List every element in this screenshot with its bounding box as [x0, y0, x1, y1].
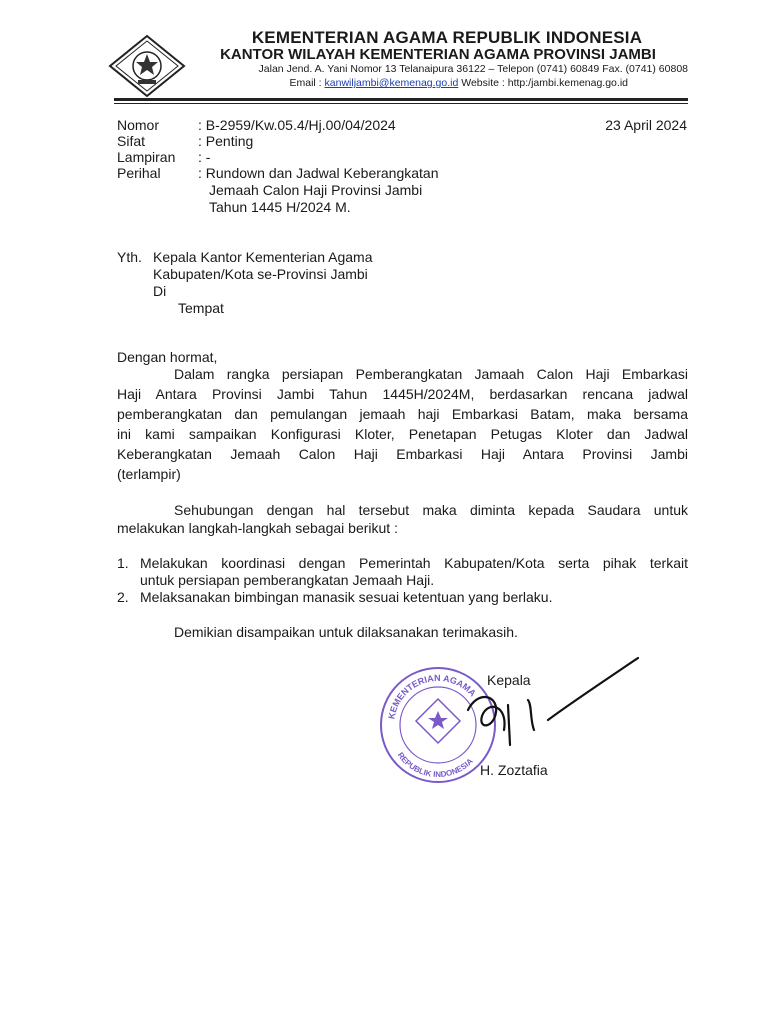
email-label: Email : — [289, 77, 325, 89]
list-number: 1. — [117, 555, 129, 571]
para1-line: Dalam rangka persiapan Pemberangkatan Jamaah Calon Haji Embarkasi — [174, 366, 688, 382]
list-item: Melaksanakan bimbingan manasik sesuai ketentuan yang berlaku. — [140, 589, 553, 605]
sifat-value: : Penting — [198, 133, 254, 149]
list-item: Melakukan koordinasi dengan Pemerintah Kabupaten/Kota serta pihak terkait — [140, 555, 688, 571]
list-number: 2. — [117, 589, 129, 605]
closing: Demikian disampaikan untuk dilaksanakan terimakasih. — [174, 624, 518, 640]
stamp-bottom-text: REPUBLIK INDONESIA — [395, 750, 475, 780]
signatory-title: Kepala — [487, 672, 531, 688]
stamp-top-text: KEMENTERIAN AGAMA — [386, 672, 478, 720]
para2-line: Sehubungan dengan hal tersebut maka diminta kepada Saudara untuk — [174, 502, 688, 518]
letterhead-contact — [178, 77, 628, 89]
handwritten-signature — [438, 650, 648, 760]
letterhead-subtitle: KANTOR WILAYAH KEMENTERIAN AGAMA PROVINSI JAMBI — [220, 46, 656, 63]
letterhead-rule — [114, 98, 688, 101]
para1-line: ini kami sampaikan Konfigurasi Kloter, Penetapan Petugas Kloter dan Jadwal — [117, 426, 688, 442]
list-item-cont: untuk persiapan pemberangkatan Jemaah Haji. — [140, 572, 435, 588]
perihal-label: Perihal — [117, 165, 161, 181]
para1-line: pemberangkatan dan pemulangan jemaah haji Embarkasi Batam, maka bersama — [117, 406, 688, 422]
perihal-line3: Tahun 1445 H/2024 M. — [209, 199, 351, 215]
nomor-value: : B-2959/Kw.05.4/Hj.00/04/2024 — [198, 117, 396, 133]
recipient-line2: Kabupaten/Kota se-Provinsi Jambi — [153, 266, 368, 282]
recipient-line4: Tempat — [178, 300, 224, 316]
lampiran-value: : - — [198, 149, 211, 165]
letterhead-title: KEMENTERIAN AGAMA REPUBLIK INDONESIA — [251, 28, 643, 47]
kemenag-logo — [108, 34, 186, 98]
letterhead-rule-thin — [114, 103, 688, 104]
para2-line: melakukan langkah-langkah sebagai berikut : — [117, 520, 398, 536]
signatory-name: H. Zoztafia — [480, 762, 548, 778]
lampiran-label: Lampiran — [117, 149, 176, 165]
para1-line: Keberangkatan Jemaah Calon Haji Embarkasi Haji Antara Provinsi Jambi — [117, 446, 688, 462]
perihal-line2: Jemaah Calon Haji Provinsi Jambi — [209, 182, 423, 198]
para1-line: Haji Antara Provinsi Jambi Tahun 1445H/2024M, berdasarkan rencana jadwal — [117, 386, 688, 402]
nomor-label: Nomor — [117, 117, 160, 133]
greeting: Dengan hormat, — [117, 349, 218, 365]
website-label: Website : — [458, 77, 508, 89]
para1-line: (terlampir) — [117, 466, 181, 482]
website-text: http:/jambi.kemenag.go.id — [507, 77, 628, 89]
recipient-yth: Yth. — [117, 249, 142, 265]
recipient-line1: Kepala Kantor Kementerian Agama — [153, 249, 373, 265]
sifat-label: Sifat — [117, 133, 146, 149]
letterhead-address: Jalan Jend. A. Yani Nomor 13 Telanaipura 36122 – Telepon (0741) 60849 Fax. (0741) 60808 — [258, 63, 688, 75]
letter-date: 23 April 2024 — [605, 117, 687, 133]
email-link[interactable]: kanwiljambi@kemenag.go.id — [324, 77, 459, 89]
perihal-value: : Rundown dan Jadwal Keberangkatan — [198, 165, 439, 181]
recipient-line3: Di — [153, 283, 167, 299]
